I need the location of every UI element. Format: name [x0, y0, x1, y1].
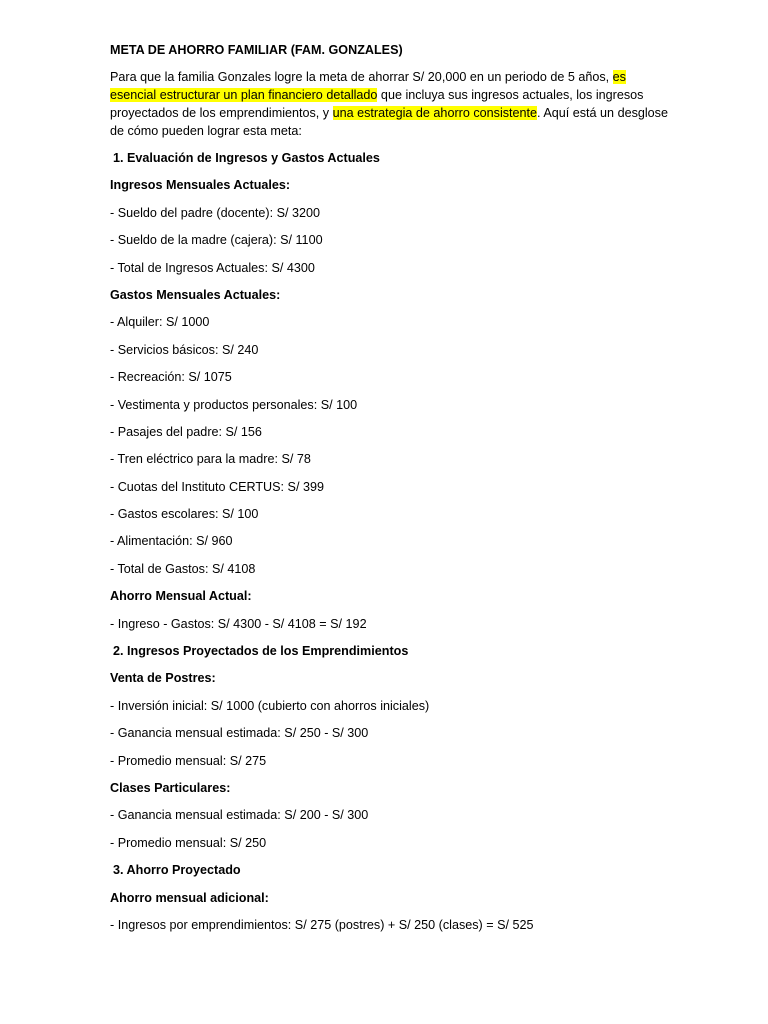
ingresos-heading: Ingresos Mensuales Actuales: — [110, 178, 291, 193]
gastos-heading: Gastos Mensuales Actuales: — [110, 287, 281, 302]
section-heading-3: 3. Ahorro Proyectado — [113, 863, 241, 878]
list-item: - Servicios básicos: S/ 240 — [110, 342, 259, 357]
list-item: - Alquiler: S/ 1000 — [110, 315, 210, 330]
list-item: - Cuotas del Instituto CERTUS: S/ 399 — [110, 479, 324, 494]
section-heading-2: 2. Ingresos Proyectados de los Emprendimientos — [113, 644, 409, 659]
document-title: META DE AHORRO FAMILIAR (FAM. GONZALES) — [110, 43, 403, 57]
intro-highlight-1: es — [612, 70, 626, 84]
adicional-heading: Ahorro mensual adicional: — [110, 890, 269, 905]
ahorro-heading: Ahorro Mensual Actual: — [110, 589, 252, 604]
list-item: - Total de Gastos: S/ 4108 — [110, 561, 256, 576]
list-item: - Alimentación: S/ 960 — [110, 534, 233, 549]
intro-text-1: Para que la familia Gonzales logre la meta de ahorrar S/ 20,000 en un periodo de 5 años, — [110, 70, 613, 84]
list-item: - Pasajes del padre: S/ 156 — [110, 424, 262, 439]
list-item: - Tren eléctrico para la madre: S/ 78 — [110, 452, 311, 467]
list-item: - Ganancia mensual estimada: S/ 200 - S/ 300 — [110, 808, 369, 823]
list-item: - Ingresos por emprendimientos: S/ 275 (postres) + S/ 250 (clases) = S/ 525 — [110, 917, 534, 932]
postres-heading: Venta de Postres: — [110, 671, 216, 686]
intro-text-2: que incluya sus ingresos actuales, los ingresos proyectados de los emprendimientos, y — [110, 88, 644, 120]
list-item: - Total de Ingresos Actuales: S/ 4300 — [110, 260, 315, 275]
intro-text-3: . Aquí está un desglose de cómo pueden lograr esta meta: — [110, 106, 668, 138]
list-item: - Sueldo del padre (docente): S/ 3200 — [110, 205, 321, 220]
list-item: - Promedio mensual: S/ 250 — [110, 835, 267, 850]
intro-paragraph — [110, 68, 668, 140]
list-item: - Promedio mensual: S/ 275 — [110, 753, 267, 768]
list-item: - Ganancia mensual estimada: S/ 250 - S/ 300 — [110, 726, 369, 741]
intro-highlight-1b: esencial estructurar un plan financiero detallado — [110, 88, 378, 102]
intro-highlight-2: una estrategia de ahorro consistente — [332, 106, 538, 120]
list-item: - Vestimenta y productos personales: S/ 100 — [110, 397, 358, 412]
list-item: - Inversión inicial: S/ 1000 (cubierto con ahorros iniciales) — [110, 698, 430, 713]
clases-heading: Clases Particulares: — [110, 780, 231, 795]
list-item: - Sueldo de la madre (cajera): S/ 1100 — [110, 233, 323, 248]
section-heading-1: 1. Evaluación de Ingresos y Gastos Actuales — [113, 151, 380, 165]
list-item: - Recreación: S/ 1075 — [110, 370, 232, 385]
list-item: - Gastos escolares: S/ 100 — [110, 507, 259, 522]
list-item: - Ingreso - Gastos: S/ 4300 - S/ 4108 = S/ 192 — [110, 616, 367, 631]
